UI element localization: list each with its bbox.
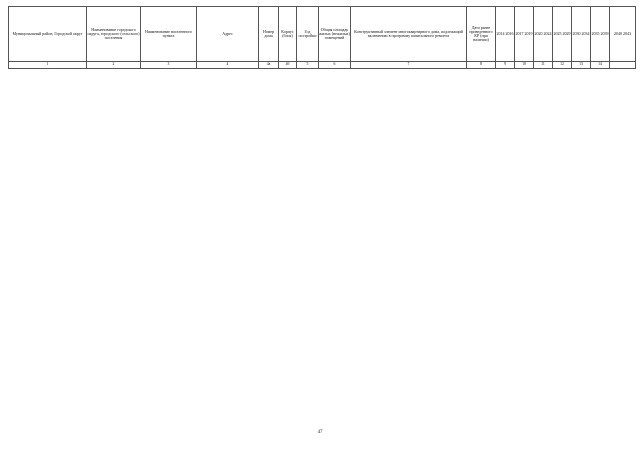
header-period: 2020 2024 xyxy=(534,7,553,62)
header-period: 2035 2039 xyxy=(591,7,610,62)
header-period: 2040 2043 xyxy=(610,7,636,62)
header-year: Год постройки xyxy=(297,7,319,62)
column-number: 4 xyxy=(197,62,259,69)
header-row xyxy=(9,7,636,62)
column-number: 9 xyxy=(496,62,515,69)
header-house-number: Номер дома xyxy=(259,7,279,62)
column-number: 3 xyxy=(141,62,197,69)
header-element: Конструктивный элемент многоквартирного дома, подлежащий включению в программу капитального ремонта xyxy=(351,7,467,62)
header-period: 2025 2029 xyxy=(553,7,572,62)
column-number: 4б xyxy=(279,62,297,69)
column-number: 14 xyxy=(591,62,610,69)
header-period: 2014 2016 xyxy=(496,7,515,62)
column-number: 4а xyxy=(259,62,279,69)
column-number: 1 xyxy=(9,62,87,69)
page-number: 47 xyxy=(317,430,323,435)
header-previous-date: Дата ранее проведенного КР (при наличии) xyxy=(467,7,496,62)
header-building: Корпус (блок) xyxy=(279,7,297,62)
column-number: 5 xyxy=(297,62,319,69)
column-number: 2 xyxy=(87,62,141,69)
header-period: 2030 2034 xyxy=(572,7,591,62)
column-number: 11 xyxy=(534,62,553,69)
column-number: 10 xyxy=(515,62,534,69)
header-period: 2017 2019 xyxy=(515,7,534,62)
header-settlement: Наименование городского округа, городского (сельского) поселения xyxy=(87,7,141,62)
header-locality: Наименование населенного пункта xyxy=(141,7,197,62)
column-number: 8 xyxy=(467,62,496,69)
header-area: Общая площадь жилых (нежилых) помещений xyxy=(319,7,351,62)
repair-program-table xyxy=(8,6,636,69)
column-number: 12 xyxy=(553,62,572,69)
column-number: 13 xyxy=(572,62,591,69)
column-number xyxy=(610,62,636,69)
column-number-row xyxy=(9,62,636,69)
column-number: 7 xyxy=(351,62,467,69)
column-number: 6 xyxy=(319,62,351,69)
header-district: Муниципальный район, Городской округ xyxy=(9,7,87,62)
header-address: Адрес xyxy=(197,7,259,62)
